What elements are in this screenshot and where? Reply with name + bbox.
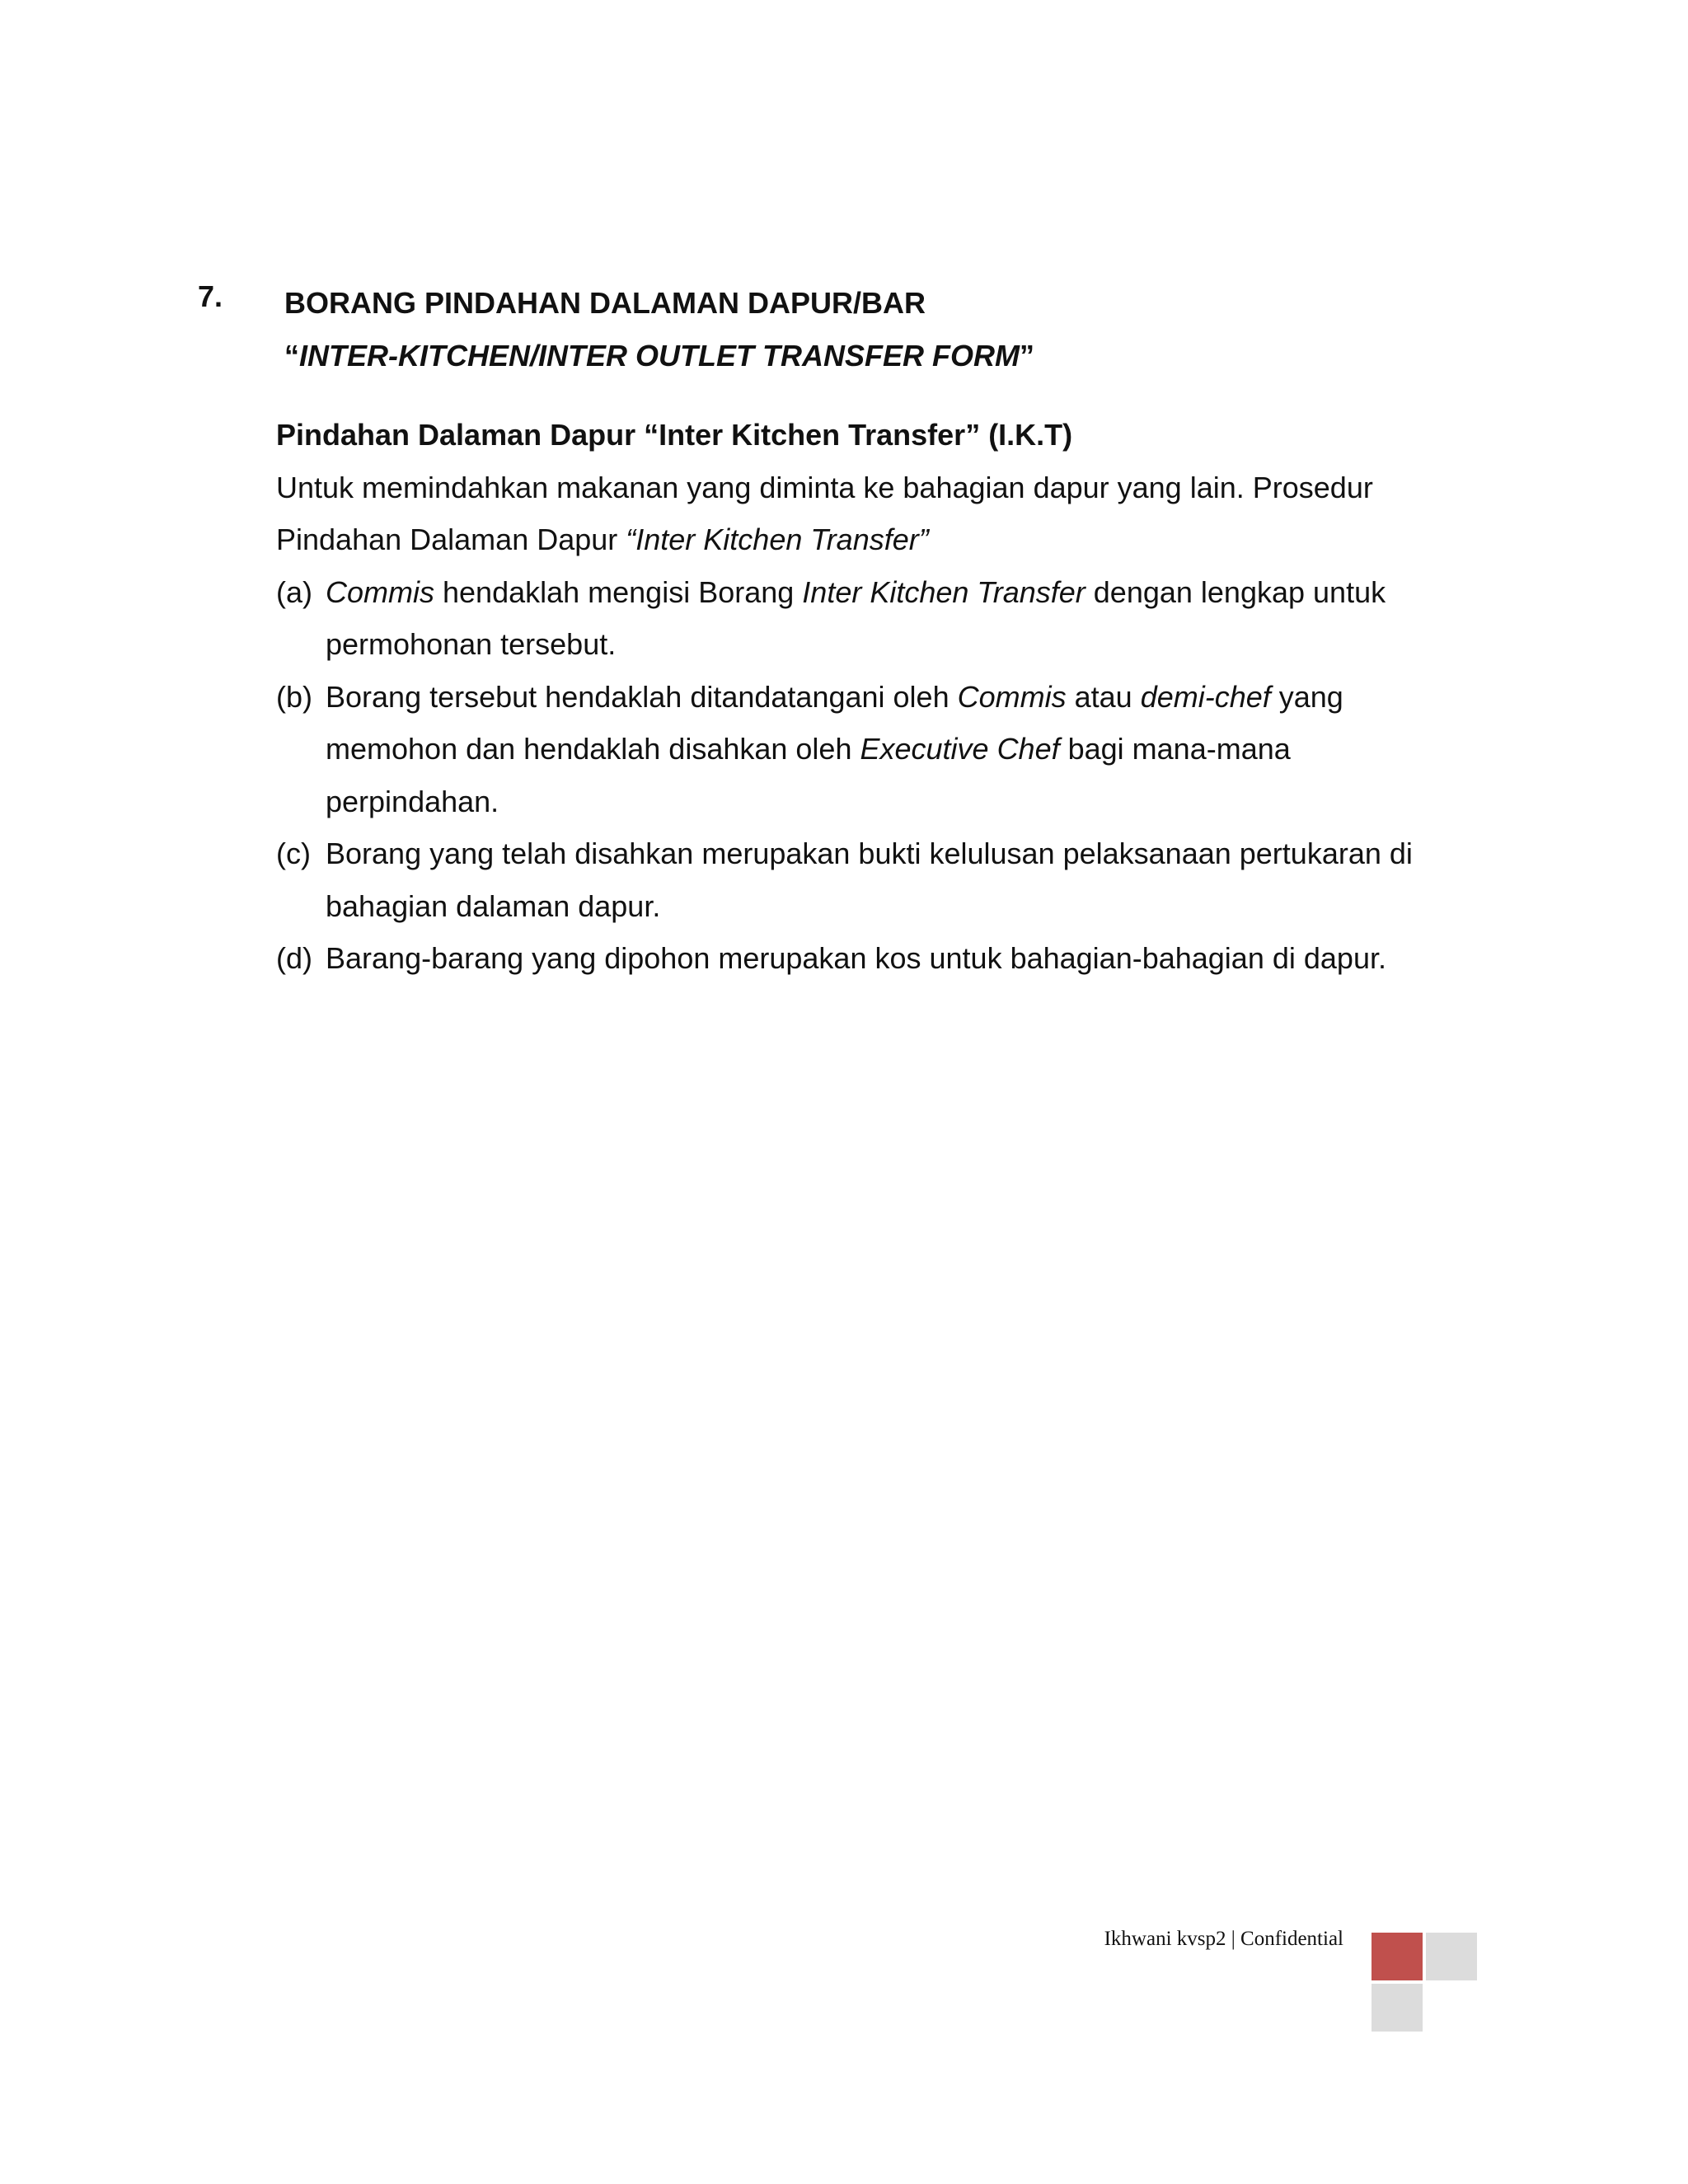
list-item-text: Commis [326,574,434,609]
procedure-list [276,566,1471,985]
list-item-text: Executive Chef [860,732,1060,766]
list-item [276,932,1471,985]
section-title-malay: BORANG PINDAHAN DALAMAN DAPUR/BAR [284,286,926,320]
list-item-text: dengan lengkap untuk permohonan tersebut. [326,574,1386,661]
footer-gray-block [1426,1933,1477,1980]
footer-gray-block [1372,1984,1423,2032]
section-title-english-line [284,330,1521,382]
list-item-text: Barang-barang yang dipohon merupakan kos untuk bahagian-bahagian di dapur. [326,941,1386,975]
intro-paragraph [276,462,1471,566]
list-item-text: Borang tersebut hendaklah ditandatangani oleh [326,679,958,714]
list-item-text: demi-chef [1140,679,1271,714]
list-item-label: (c) [276,837,311,870]
list-item-text: bagi mana-mana perpindahan. [326,732,1291,818]
list-item-text: atau [1066,679,1141,714]
list-item [276,827,1471,932]
footer-accent-block [1372,1933,1423,1980]
section-number: 7. [198,279,223,313]
section-title [284,277,1521,382]
list-item-text: yang memohon dan hendaklah disahkan oleh [326,679,1343,766]
section-body [276,409,1471,985]
list-item-text: hendaklah mengisi Borang [434,574,803,609]
list-item-text: Inter Kitchen Transfer [802,574,1085,609]
section-title-english: INTER-KITCHEN/INTER OUTLET TRANSFER FORM [299,339,1020,373]
list-item-label: (a) [276,574,312,609]
list-item-text: Commis [957,679,1067,714]
list-item [276,566,1471,671]
open-quote: “ [284,339,299,373]
close-quote: ” [1019,339,1034,373]
list-item-label: (b) [276,679,312,714]
intro-italic: “Inter Kitchen Transfer” [626,523,929,556]
footer-text: Ikhwani kvsp2 | Confidential [1104,1928,1343,1950]
intro-text: Untuk memindahkan makanan yang diminta ke bahagian dapur yang lain. Prosedur Pindahan Dalaman Dapur [276,470,1373,556]
list-item [276,671,1471,828]
subheading: Pindahan Dalaman Dapur “Inter Kitchen Transfer” (I.K.T) [276,418,1073,452]
list-item-label: (d) [276,941,312,975]
list-item-text: Borang yang telah disahkan merupakan bukti kelulusan pelaksanaan pertukaran di bahagian dalaman dapur. [326,837,1413,923]
